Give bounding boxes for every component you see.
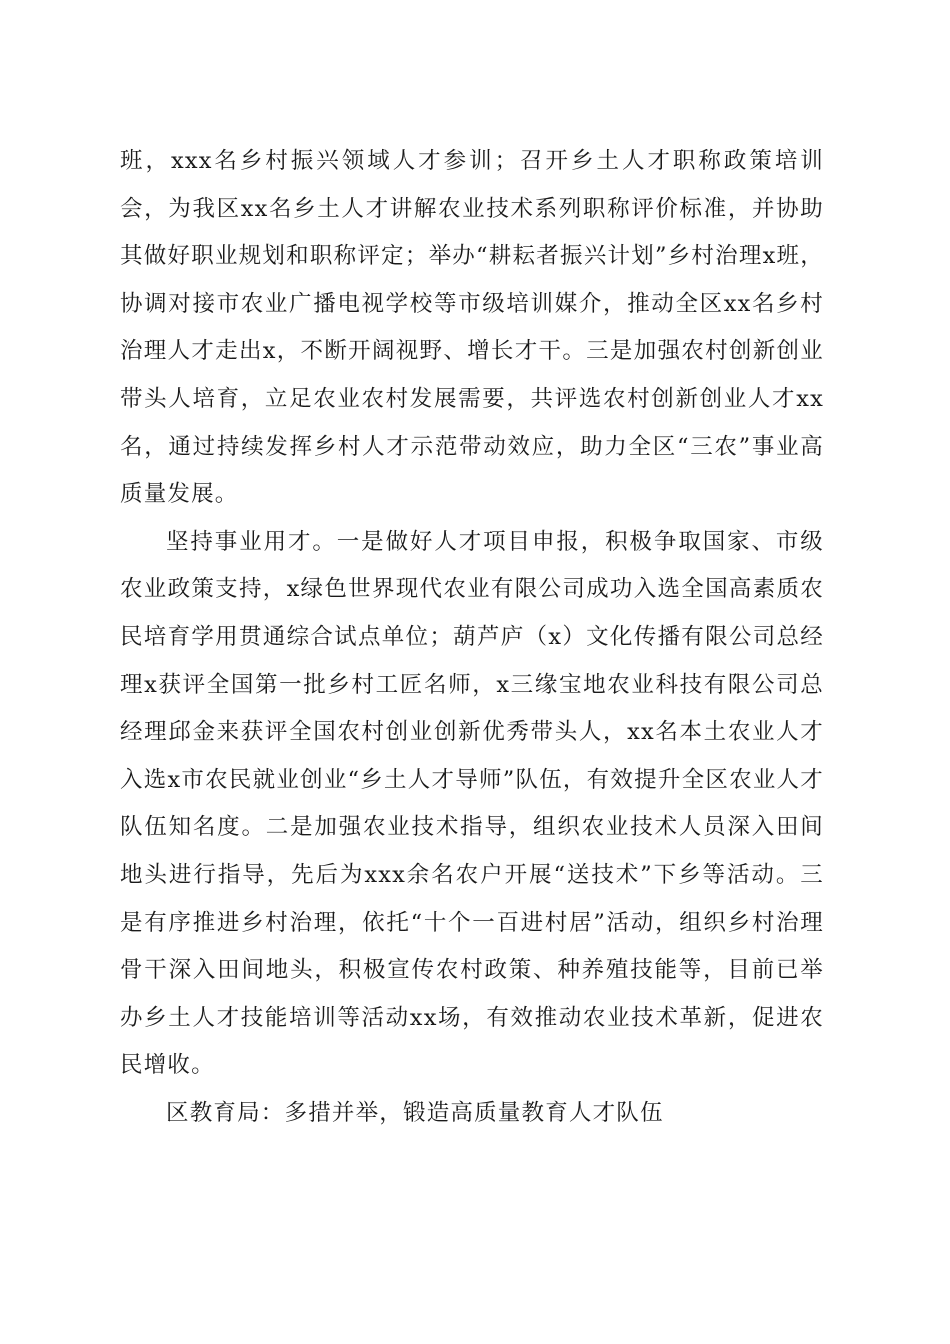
document-body <box>120 138 824 1137</box>
paragraph-2: 坚持事业用才。一是做好人才项目申报，积极争取国家、市级农业政策支持，x绿色世界现代农业有限公司成功入选全国高素质农民培育学用贯通综合试点单位；葫芦庐（x）文化传播有限公司总经理x获评全国第一批乡村工匠名师，x三缘宝地农业科技有限公司总经理邱金来获评全国农村创业创新优秀带头人，xx名本土农业人才入选x市农民就业创业“乡土人才导师”队伍，有效提升全区农业人才队伍知名度。二是加强农业技术指导，组织农业技术人员深入田间地头进行指导，先后为xxx余名农户开展“送技术”下乡等活动。三是有序推进乡村治理，依托“十个一百进村居”活动，组织乡村治理骨干深入田间地头，积极宣传农村政策、种养殖技能等，目前已举办乡土人才技能培训等活动xx场，有效推动农业技术革新，促进农民增收。 <box>120 528 824 1079</box>
section-heading: 区教育局：多措并举，锻造高质量教育人才队伍 <box>166 1099 664 1126</box>
paragraph-1: 班，xxx名乡村振兴领域人才参训；召开乡土人才职称政策培训会，为我区xx名乡土人才讲解农业技术系列职称评价标准，并协助其做好职业规划和职称评定；举办“耕耘者振兴计划”乡村治理x班，协调对接市农业广播电视学校等市级培训媒介，推动全区xx名乡村治理人才走出x，不断开阔视野、增长才干。三是加强农村创新创业带头人培育，立足农业农村发展需要，共评选农村创新创业人才xx名，通过持续发挥乡村人才示范带动效应，助力全区“三农”事业高质量发展。 <box>120 148 824 508</box>
